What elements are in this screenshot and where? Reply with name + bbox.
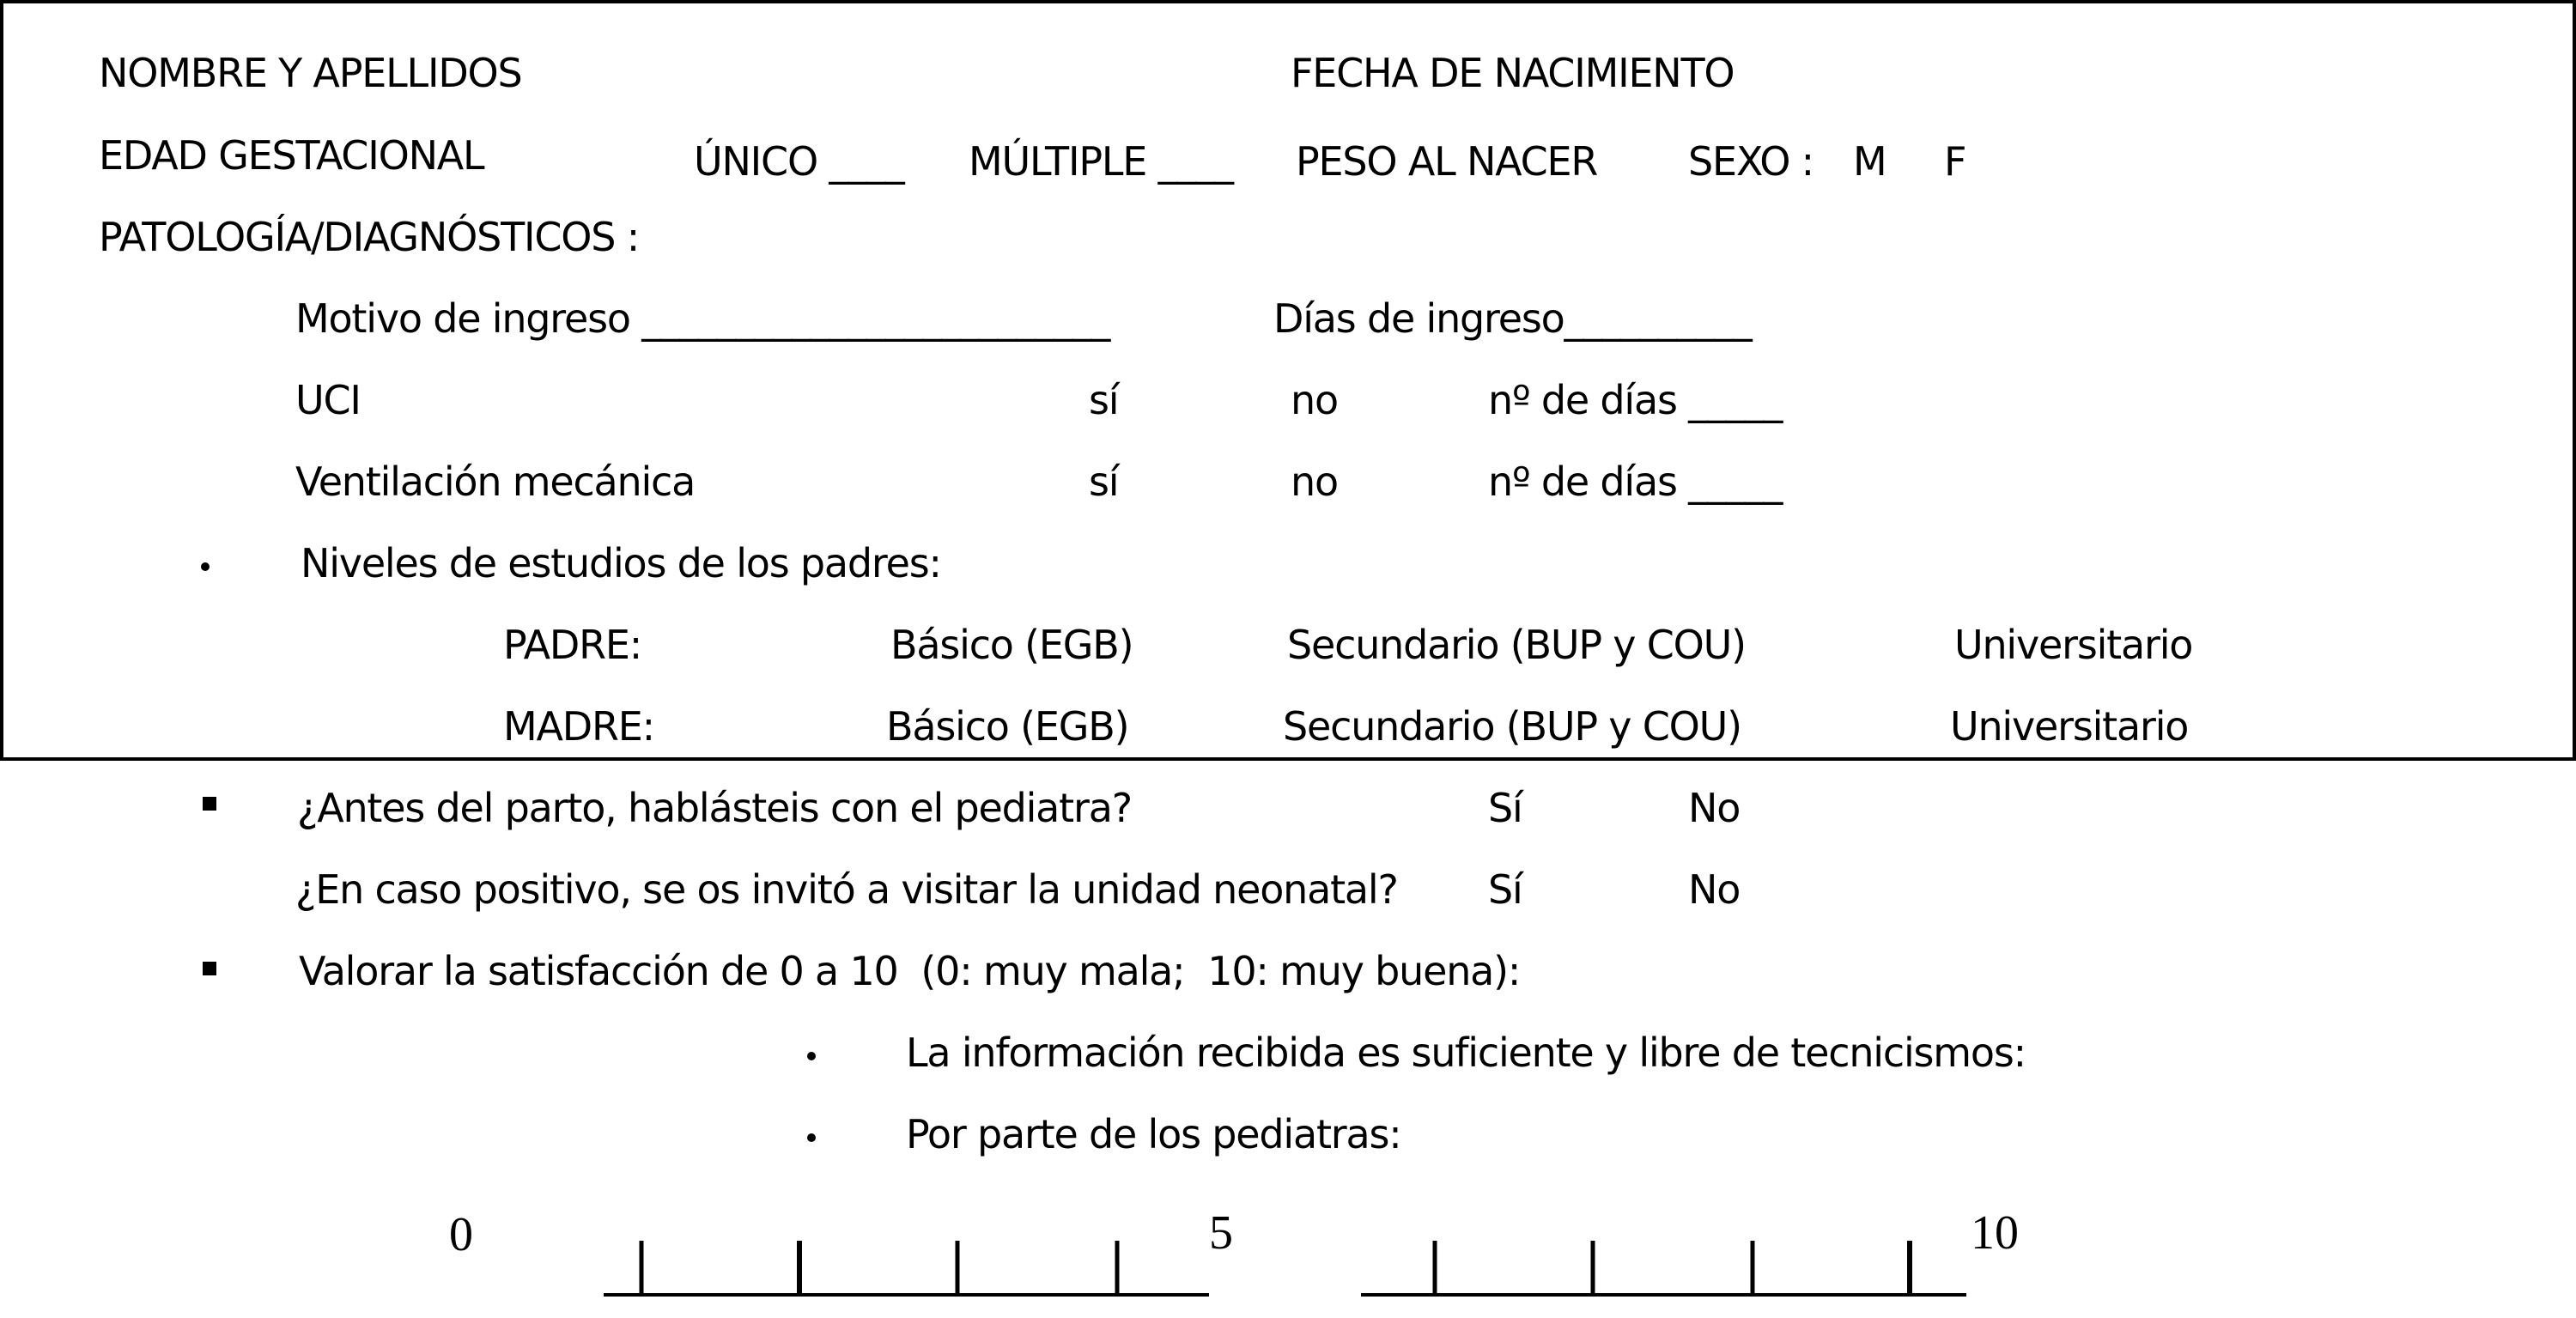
bullet-icon (807, 1133, 816, 1142)
ventilacion-no-option: no (1291, 459, 1338, 505)
motivo-ingreso-field: Motivo de ingreso _________________________ (295, 295, 1110, 342)
madre-universitario-option: Universitario (1950, 703, 2189, 750)
peso-nacer-label: PESO AL NACER (1296, 138, 1598, 185)
ventilacion-label: Ventilación mecánica (295, 459, 696, 505)
madre-basico-option: Básico (EGB) (886, 703, 1129, 750)
nombre-label: NOMBRE Y APELLIDOS (99, 50, 522, 96)
scale-label-mid: 5 (1209, 1206, 1233, 1260)
padre-secundario-option: Secundario (BUP y COU) (1287, 622, 1746, 668)
estudios-title: Niveles de estudios de los padres: (301, 540, 941, 586)
parto-q2-si-option: Sí (1488, 866, 1522, 913)
uci-label: UCI (295, 377, 361, 423)
bullet-icon (807, 1052, 816, 1060)
scale-label-min: 0 (449, 1208, 473, 1261)
madre-secundario-option: Secundario (BUP y COU) (1283, 703, 1741, 750)
bullet-icon (201, 562, 210, 571)
multiple-field: MÚLTIPLE ____ (969, 138, 1233, 185)
dias-ingreso-field: Días de ingreso__________ (1273, 295, 1752, 342)
edad-gestacional-label: EDAD GESTACIONAL (99, 132, 484, 179)
parto-q1-no-option: No (1688, 785, 1741, 831)
parto-q1-si-option: Sí (1488, 785, 1522, 831)
unico-field: ÚNICO ____ (694, 138, 904, 185)
satisfaccion-title: Valorar la satisfacción de 0 a 10 (0: muy mala; 10: muy buena): (299, 948, 1521, 994)
ventilacion-dias-field: nº de días _____ (1488, 459, 1783, 505)
rating-scale (0, 1185, 2576, 1318)
uci-si-option: sí (1089, 377, 1119, 423)
sexo-m-option: M (1853, 138, 1886, 185)
ventilacion-si-option: sí (1089, 459, 1119, 505)
bullet-square-icon (203, 797, 216, 811)
bullet-square-icon (203, 962, 216, 975)
patologia-label: PATOLOGÍA/DIAGNÓSTICOS : (99, 214, 639, 260)
uci-dias-field: nº de días _____ (1488, 377, 1783, 423)
satisfaccion-item-informacion: La información recibida es suficiente y libre de tecnicismos: (906, 1029, 2026, 1076)
padre-universitario-option: Universitario (1954, 622, 2193, 668)
padre-basico-option: Básico (EGB) (890, 622, 1133, 668)
parto-q2-no-option: No (1688, 866, 1741, 913)
scale-label-max: 10 (1971, 1206, 2019, 1260)
parto-question-2: ¿En caso positivo, se os invitó a visitar la unidad neonatal? (295, 866, 1398, 913)
sexo-label: SEXO : (1688, 138, 1814, 185)
uci-no-option: no (1291, 377, 1338, 423)
fecha-nacimiento-label: FECHA DE NACIMIENTO (1291, 50, 1735, 96)
madre-label: MADRE: (503, 703, 654, 750)
parto-question-1: ¿Antes del parto, hablásteis con el pediatra? (297, 785, 1132, 831)
sexo-f-option: F (1944, 138, 1966, 185)
satisfaccion-item-pediatras: Por parte de los pediatras: (906, 1111, 1401, 1157)
padre-label: PADRE: (503, 622, 642, 668)
